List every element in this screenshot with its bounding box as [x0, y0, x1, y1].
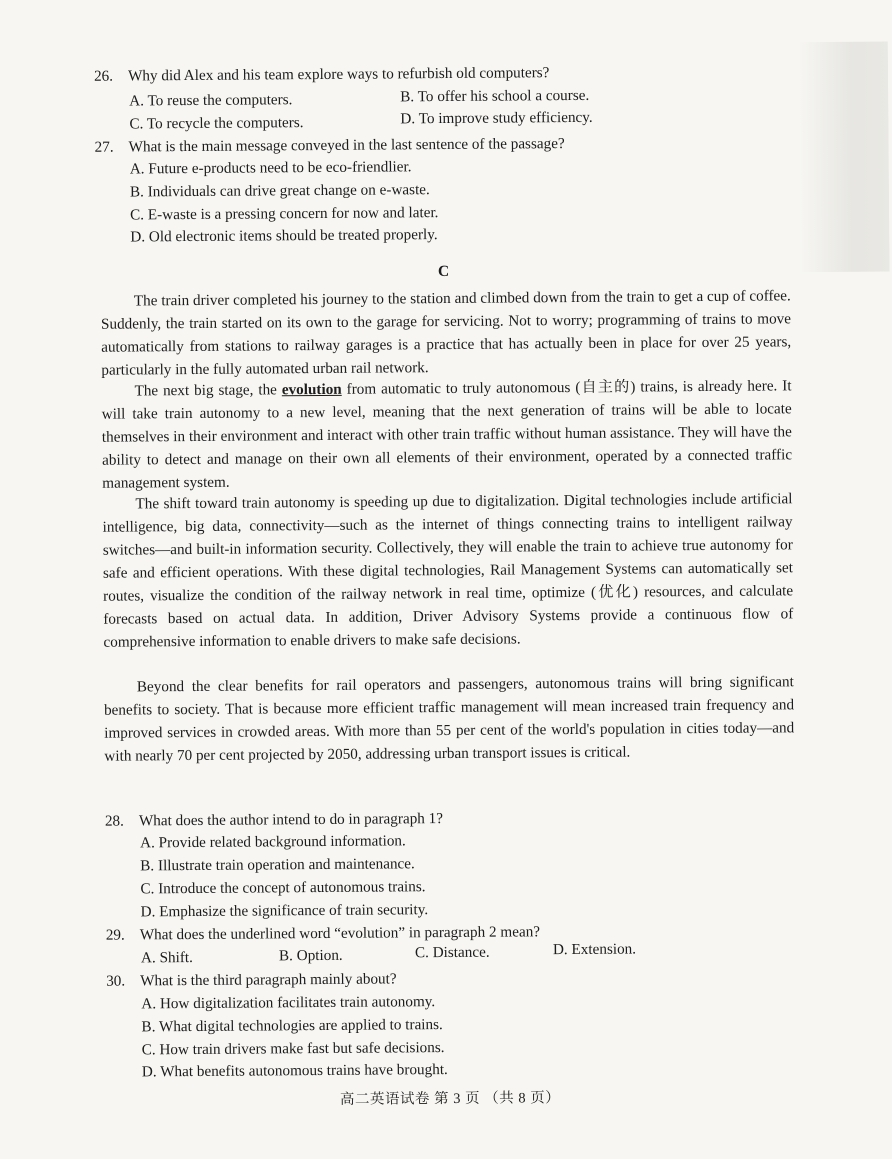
option-28-a: A. Provide related background information.: [140, 832, 406, 852]
passage-paragraph-1: The train driver completed his journey to the station and climbed down from the train to get a cup of coffee. Suddenly, the train started on its own to the garage for servicing. Not to worry; programming of trains to move automatically from stations to railway garages is a practice that has actually been in place for over 25 years, particularly in the fully automated urban rail network.: [100, 287, 792, 379]
option-26-c: C. To recycle the computers.: [129, 114, 304, 133]
option-29-b: B. Option.: [278, 946, 343, 965]
option-28-d: D. Emphasize the significance of train security.: [140, 901, 429, 921]
question-27: [95, 133, 565, 159]
passage-paragraph-2: [101, 374, 792, 494]
option-30-c: C. How train drivers make fast but safe decisions.: [141, 1039, 445, 1059]
option-27-a: A. Future e-products need to be eco-friendlier.: [129, 158, 412, 178]
option-29-c: C. Distance.: [414, 943, 490, 962]
underlined-word: evolution: [281, 380, 342, 399]
paragraph-text: from automatic to truly autonomous (自主的) trains, is already here. It will take train autonomy to a new level, meaning that the next generation of trains will be able to locate themselves in their environment and interact with other train traffic without human assistance. They will have the ability to detect and manage on their own all elements of their environment, operated by a connected traffic management system.: [101, 377, 793, 492]
question-30: [106, 968, 397, 992]
option-28-b: B. Illustrate train operation and maintenance.: [140, 855, 415, 875]
option-30-a: A. How digitalization facilitates train autonomy.: [141, 993, 436, 1013]
passage-paragraph-4: Beyond the clear benefits for rail operators and passengers, autonomous trains will bring significant benefits to society. That is because more efficient traffic management will mean increased train frequency and improved services in crowded areas. With more than 55 per cent of the world's population in cities today—and with nearly 70 per cent projected by 2050, addressing urban transport issues is critical.: [103, 673, 795, 765]
question-text: What is the third paragraph mainly about?: [140, 970, 397, 990]
question-text: What is the main message conveyed in the last sentence of the passage?: [128, 135, 565, 156]
question-number: 27.: [94, 138, 114, 156]
option-26-a: A. To reuse the computers.: [129, 91, 293, 110]
option-29-d: D. Extension.: [552, 940, 637, 959]
question-26: [94, 62, 550, 88]
question-text: What does the author intend to do in paragraph 1?: [138, 810, 444, 830]
option-26-d: D. To improve study efficiency.: [400, 108, 593, 128]
option-29-a: A. Shift.: [140, 948, 193, 967]
question-text: What does the underlined word “evolution” in paragraph 2 mean?: [139, 923, 541, 944]
option-27-d: D. Old electronic items should be treated properly.: [130, 226, 438, 246]
option-27-c: C. E-waste is a pressing concern for now and later.: [130, 204, 439, 224]
option-28-c: C. Introduce the concept of autonomous trains.: [140, 878, 426, 898]
question-28: [105, 808, 443, 833]
option-27-b: B. Individuals can drive great change on e-waste.: [129, 181, 430, 201]
page-footer: 高二英语试卷 第 3 页 （共 8 页）: [339, 1090, 561, 1108]
bleed-through-shadow: [798, 42, 890, 273]
question-number: 29.: [105, 926, 125, 944]
question-text: Why did Alex and his team explore ways to refurbish old computers?: [127, 64, 550, 85]
passage-paragraph-3: The shift toward train autonomy is speeding up due to digitalization. Digital technologies include artificial intelligence, big data, connectivity—such as the internet of things connecting trains to intelligent railway switches—and built-in information security. Collectively, they will enable the train to achieve true autonomy for safe and efficient operations. With these digital technologies, Rail Management Systems can automatically set routes, visualize the condition of the railway network in real time, optimize (优化) resources, and calculate forecasts based on actual data. In addition, Driver Advisory Systems provide a continuous flow of comprehensive information to enable drivers to make safe decisions.: [102, 490, 794, 651]
question-number: 30.: [106, 972, 126, 990]
question-number: 26.: [93, 67, 114, 85]
paragraph-text: The next big stage, the: [134, 381, 282, 400]
section-title: C: [437, 262, 450, 281]
option-26-b: B. To offer his school a course.: [400, 86, 590, 106]
option-30-d: D. What benefits autonomous trains have brought.: [141, 1061, 448, 1081]
option-30-b: B. What digital technologies are applied to trains.: [141, 1016, 443, 1036]
question-number: 28.: [104, 812, 124, 830]
